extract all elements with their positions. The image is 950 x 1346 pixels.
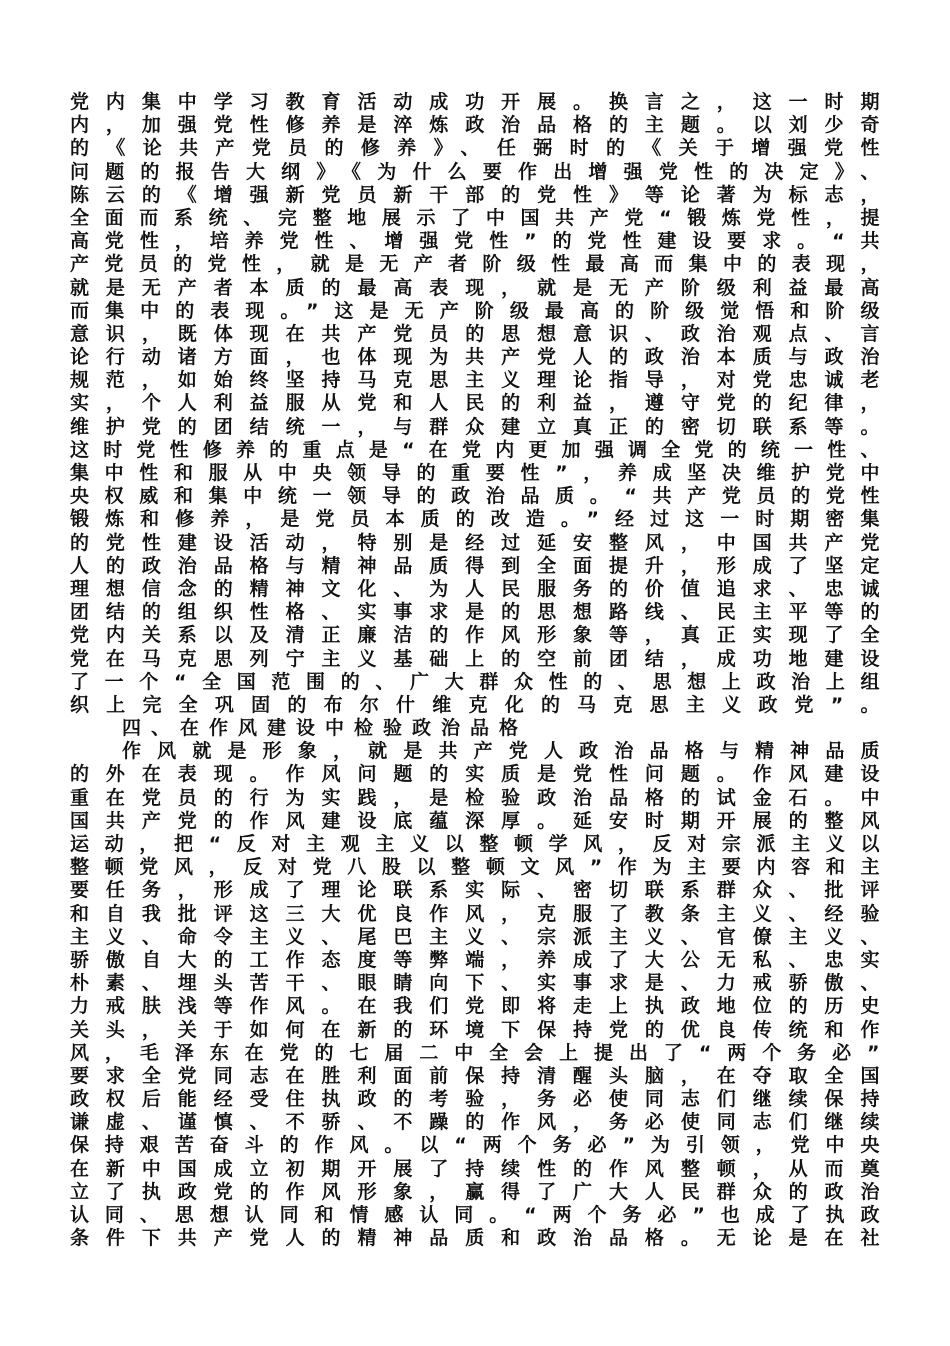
section-heading: 四、在作风建设中检验政治品格 (122, 717, 529, 740)
text-line: 的《论共产党员的修养》、任弼时的《关于增强党性 (70, 137, 880, 160)
text-line: 政权后能经受住执政的考验，务必使同志们继续保持 (70, 1088, 880, 1111)
text-line: 内，加强党性修养是淬炼政治品格的主题。以刘少奇 (70, 114, 880, 137)
text-line: 陈云的《增强新党员新干部的党性》等论著为标志， (70, 183, 880, 206)
text-line: 党内集中学习教育活动成功开展。换言之，这一时期 (70, 91, 880, 113)
text-line: 而集中的表现。”这是无产阶级最高的阶级觉悟和阶级 (70, 299, 880, 322)
text-line: 问题的报告大纲》《为什么要作出增强党性的决定》、 (70, 160, 880, 183)
text-line: 集中性和服从中央领导的重要性”，养成坚决维护党中 (70, 462, 880, 484)
text-line: 高党性，培养党性、增强党性”的党性建设要求。“共 (70, 230, 880, 253)
body-text (70, 91, 880, 1250)
text-line: 了一个“全国范围的、广大群众性的、思想上政治上组 (70, 670, 880, 693)
text-line: 重在党员的行为实践，是检验政治品格的试金石。中 (70, 786, 880, 809)
text-line: 在新中国成立初期开展了持续性的作风整顿，从而奠 (70, 1157, 880, 1180)
text-line: 人的政治品格与精神品质得到全面提升，形成了坚定 (70, 554, 880, 577)
text-line: 央权威和集中统一领导的政治品质。“共产党员的党性 (70, 485, 880, 508)
text-line: 理想信念的精神文化、为人民服务的价值追求、忠诚 (70, 577, 880, 600)
text-line: 保持艰苦奋斗的作风。以“两个务必”为引领，党中央 (70, 1134, 880, 1157)
text-line: 作风就是形象，就是共产党人政治品格与精神品质 (122, 740, 880, 763)
text-line: 论行动诸方面，也体现为共产党人的政治本质与政治 (70, 346, 880, 369)
text-line: 和自我批评这三大优良作风，克服了教条主义、经验 (70, 902, 880, 925)
text-line: 主义、命令主义、尾巴主义、宗派主义、官僚主义、 (70, 925, 880, 948)
text-line: 意识，既体现在共产党员的思想意识、政治观点、言 (70, 322, 880, 345)
text-line: 产党员的党性，就是无产者阶级性最高而集中的表现， (70, 253, 880, 276)
text-line: 团结的组织性格、实事求是的思想路线、民主平等的 (70, 601, 880, 624)
text-line: 织上完全巩固的布尔什维克化的马克思主义政党”。 (70, 693, 880, 716)
text-line: 立了执政党的作风形象，赢得了广大人民群众的政治 (70, 1180, 880, 1203)
text-line: 就是无产者本质的最高表现，就是无产阶级利益最高 (70, 276, 880, 299)
text-line: 实，个人利益服从党和人民的利益，遵守党的纪律， (70, 392, 880, 415)
text-line: 这时党性修养的重点是“在党内更加强调全党的统一性、 (70, 438, 880, 461)
text-line: 维护党的团结统一，与群众建立真正的密切联系等。 (70, 415, 880, 438)
text-line: 要任务，形成了理论联系实际、密切联系群众、批评 (70, 879, 880, 902)
text-line: 全面而系统、完整地展示了中国共产党“锻炼党性，提 (70, 206, 880, 229)
text-line: 运动，把“反对主观主义以整顿学风，反对宗派主义以 (70, 833, 880, 855)
text-line: 认同、思想认同和情感认同。“两个务必”也成了执政 (70, 1204, 880, 1226)
text-line: 骄傲自大的工作态度等弊端，养成了大公无私、忠实 (70, 948, 880, 971)
text-line: 锻炼和修养，是党员本质的改造。”经过这一时期密集 (70, 508, 880, 531)
text-line: 党内关系以及清正廉洁的作风形象等，真正实现了全 (70, 624, 880, 647)
text-line: 整顿党风，反对党八股以整顿文风”作为主要内容和主 (70, 856, 880, 879)
text-line: 关头，关于如何在新的环境下保持党的优良传统和作 (70, 1018, 880, 1041)
text-line: 风，毛泽东在党的七届二中全会上提出了“两个务必” (70, 1041, 880, 1064)
text-line: 规范，如始终坚持马克思主义理论指导，对党忠诚老 (70, 369, 880, 392)
text-line: 力戒肤浅等作风。在我们党即将走上执政地位的历史 (70, 995, 880, 1018)
text-line: 条件下共产党人的精神品质和政治品格。无论是在社 (70, 1227, 880, 1250)
text-line: 朴素、埋头苦干、眼睛向下、实事求是、力戒骄傲、 (70, 972, 880, 995)
text-line: 的外在表现。作风问题的实质是党性问题。作风建设 (70, 763, 880, 786)
text-line: 谦虚、谨慎、不骄、不躁的作风，务必使同志们继续 (70, 1111, 880, 1134)
text-line: 要求全党同志在胜利面前保持清醒头脑，在夺取全国 (70, 1064, 880, 1087)
text-line: 党在马克思列宁主义基础上的空前团结，成功地建设 (70, 647, 880, 670)
text-line: 国共产党的作风建设底蕴深厚。延安时期开展的整风 (70, 809, 880, 832)
text-line: 的党性建设活动，特别是经过延安整风，中国共产党 (70, 531, 880, 554)
